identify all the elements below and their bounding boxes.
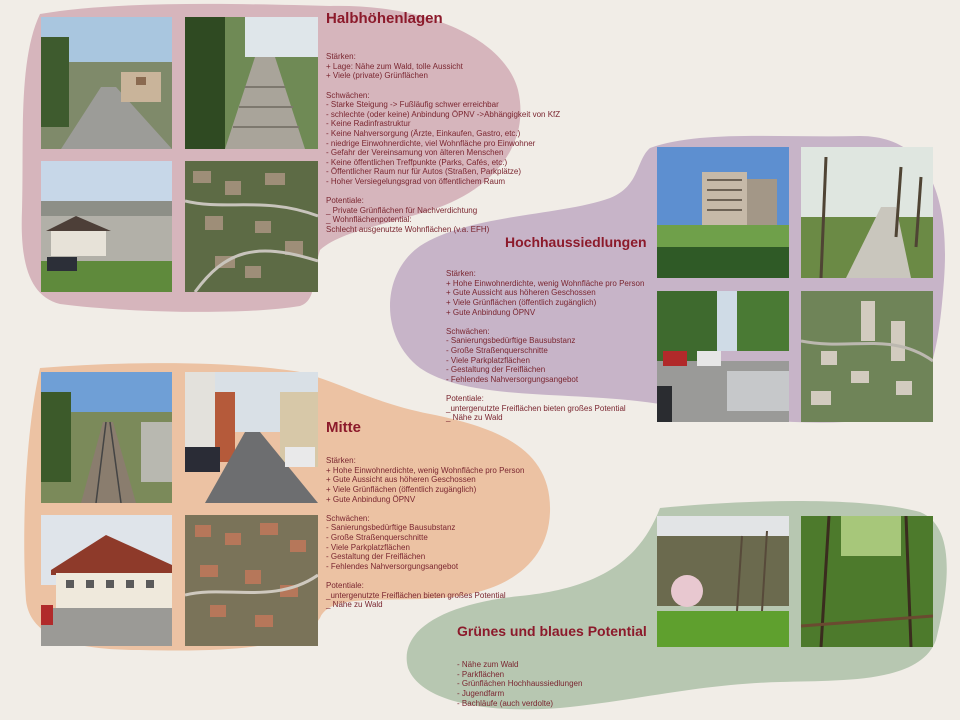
mitte-text: Stärken: + Hohe Einwohnerdichte, wenig Wohnfläche pro Person + Gute Aussicht aus höheren Geschossen + Viele Grünflächen (öffentlich zugänglich) + Gute Anbindung ÖPNV Schwächen: - Sanierungsbedürftige Bausubstanz - Große Straßenquerschnitte - Viele Parkplatzflächen - Gestaltung der Freiflächen - Fehlendes Nahversorgungsangebot Potentiale: _untergenutzte Freiflächen bieten großes Potential _ Nähe zu Wald — [326, 456, 525, 610]
mitte-aerial-photo — [185, 515, 318, 646]
mitte-rail-photo — [41, 372, 172, 503]
mitte-street-photo — [185, 372, 318, 503]
hochhaus-text: Stärken: + Hohe Einwohnerdichte, wenig Wohnfläche pro Person + Gute Aussicht aus höheren Geschossen + Viele Grünflächen (öffentlich zugänglich) + Gute Anbindung ÖPNV Schwächen: - Sanierungsbedürftige Bausubstanz - Große Straßenquerschnitte - Viele Parkplatzflächen - Gestaltung der Freiflächen - Fehlendes Nahversorgungsangebot Potentiale: _untergenutzte Freiflächen bieten großes Potential _ Nähe zu Wald — [446, 269, 645, 423]
gruen-text: - Nähe zum Wald - Parkflächen - Grünflächen Hochhaussiedlungen - Jugendfarm - Bachläufe (auch verdolte) — [457, 660, 583, 708]
hochhaus-aerial-photo — [801, 291, 933, 422]
hochhaus-path-photo — [801, 147, 933, 278]
halbhoehen-stairs-photo — [185, 17, 318, 149]
gruen-park-photo — [657, 516, 789, 647]
mitte-building-photo — [41, 515, 172, 646]
hochhaus-parking-photo — [657, 291, 789, 422]
halbhoehen-text: Stärken: + Lage: Nähe zum Wald, tolle Aussicht + Viele (private) Grünflächen Schwächen: - Starke Steigung -> Fußläufig schwer erreichbar - schlechte (oder keine) Anbindung ÖPNV ->Abhängigkeit von KfZ - Keine Radinfrastruktur - Keine Nahversorgung (Ärzte, Einkaufen, Gastro, etc.) - niedrige Einwohnerdichte, viel Wohnfläche pro Einwohner - Gefahr der Vereinsamung von älteren Menschen - Keine öffentlichen Treffpunkte (Parks, Cafés, etc.) - Öffentlicher Raum nur für Autos (Straßen, Parkplätze) - Hoher Versiegelungsgrad von öffentlichem Raum Potentiale: _ Private Grünflächen für Nachverdichtung _ Wohnflächenpotential: Schlecht ausgenutzte Wohnflächen (v.a. EFH) — [326, 52, 561, 234]
hochhaus-towers-photo — [657, 147, 789, 278]
halbhoehen-title: Halbhöhenlagen — [326, 10, 443, 27]
mitte-title: Mitte — [326, 419, 361, 436]
gruen-forest-photo — [801, 516, 933, 647]
halbhoehen-houses-photo — [41, 161, 172, 292]
gruen-title: Grünes und blaues Potential — [457, 623, 647, 639]
halbhoehen-street-photo — [41, 17, 172, 149]
halbhoehen-aerial-photo — [185, 161, 318, 292]
hochhaus-title: Hochhaussiedlungen — [505, 234, 647, 250]
